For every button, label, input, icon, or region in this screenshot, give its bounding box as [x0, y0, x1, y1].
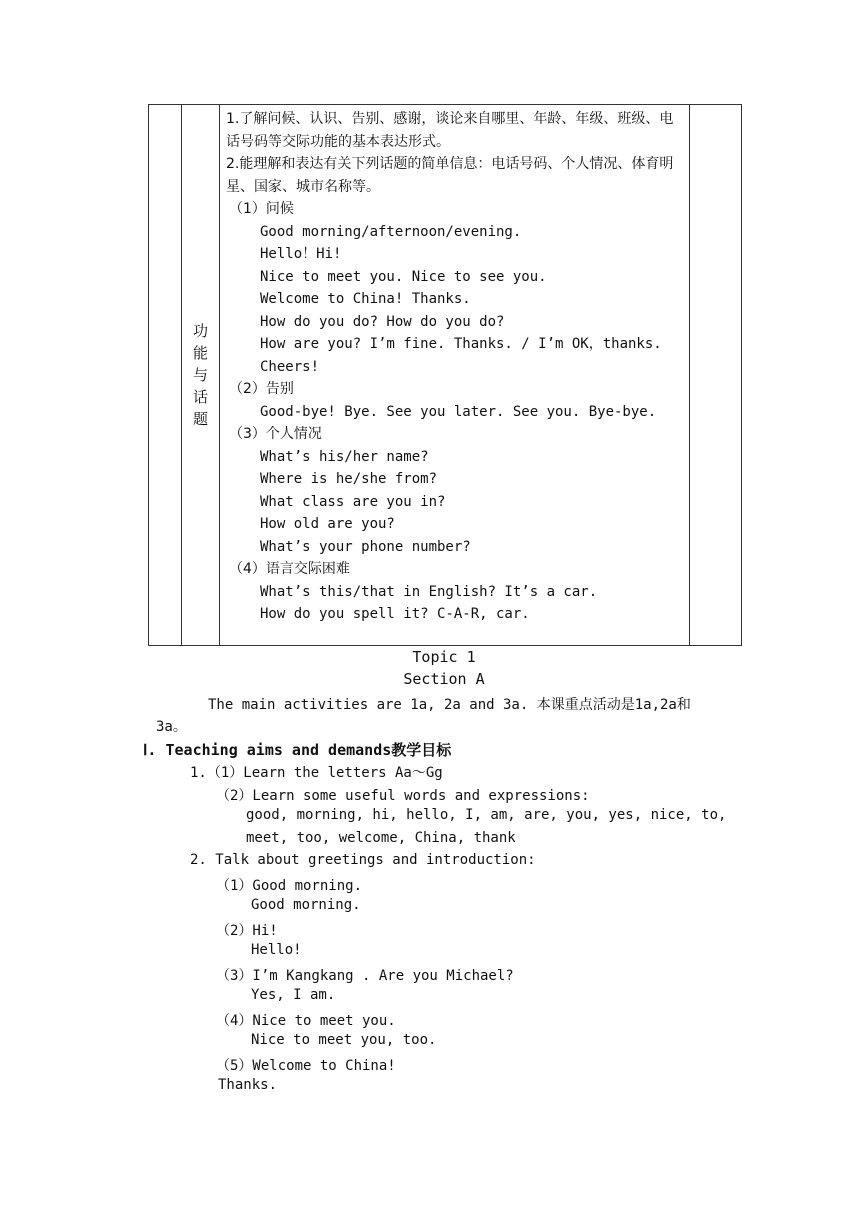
expression-line: What class are you in? — [260, 493, 446, 510]
intro-point-1: 1.了解问候、认识、告别、感谢，谈论来自哪里、年龄、年级、班级、电话号码等交际功能的基本表达形式。 — [226, 111, 674, 150]
table-empty-cell-left — [149, 105, 182, 646]
group-heading-communication: （4）语言交际困难 — [229, 561, 350, 577]
expression-line: Where is he/she from? — [260, 471, 438, 487]
intro-point-2: 2.能理解和表达有关下列话题的简单信息：电话号码、个人情况、体育明星、国家、城市名称等。 — [226, 156, 674, 195]
main-activities-line-2: 3a。 — [156, 719, 187, 735]
syllabus-table — [148, 104, 742, 646]
expression-line: What’s your phone number? — [260, 538, 471, 555]
topic-title: Topic 1 — [412, 648, 476, 666]
dialog-3-a: （3）I’m Kangkang . Are you Michael? — [216, 968, 514, 984]
expression-line: What’s this/that in English? It’s a car. — [260, 583, 598, 600]
dialog-2-a: （2）Hi! — [216, 923, 278, 939]
dialog-5-b: Thanks. — [218, 1077, 278, 1093]
vocab-line-1: good, morning, hi, hello, I, am, are, you, yes, nice, to, — [246, 807, 727, 823]
expression-line: How do you spell it? C-A-R, car. — [260, 606, 530, 622]
expression-line: How do you do? How do you do? — [260, 313, 505, 330]
expression-line: Good-bye! Bye. See you later. See you. Bye-bye. — [260, 403, 657, 420]
table-content-cell — [220, 105, 690, 646]
aim-1-1: 1.（1）Learn the letters Aa～Gg — [190, 765, 443, 781]
expression-line: Nice to meet you. Nice to see you. — [260, 268, 547, 285]
table-empty-cell-right — [690, 105, 742, 646]
expression-line: Hello！Hi! — [260, 246, 342, 262]
dialog-1-b: Good morning. — [251, 897, 361, 913]
group-heading-personal-info: （3）个人情况 — [229, 426, 322, 442]
expression-line: How old are you? — [260, 516, 395, 532]
expression-line: Good morning/afternoon/evening. — [260, 223, 522, 240]
main-activities-line-1: The main activities are 1a, 2a and 3a. 本课重点活动是1a,2a和 — [208, 697, 691, 713]
dialog-4-b: Nice to meet you, too. — [251, 1032, 437, 1048]
expression-line: How are you? I’m fine. Thanks. / I’m OK，thanks. — [260, 336, 662, 352]
vocab-line-2: meet, too, welcome, China, thank — [246, 830, 516, 846]
aim-2: 2. Talk about greetings and introduction: — [190, 852, 536, 868]
group-heading-greetings: （1）问候 — [229, 201, 294, 217]
expression-line: Welcome to China! Thanks. — [260, 291, 471, 307]
dialog-2-b: Hello! — [251, 942, 302, 958]
table-row-label-cell — [182, 105, 220, 646]
dialog-4-a: （4）Nice to meet you. — [216, 1013, 396, 1029]
group-heading-farewells: （2）告别 — [229, 381, 294, 397]
dialog-1-a: （1）Good morning. — [216, 878, 363, 894]
teaching-aims-heading: Ⅰ. Teaching aims and demands教学目标 — [143, 741, 452, 759]
function-topic-label: 功能与话题 — [192, 322, 208, 428]
dialog-5-a: （5）Welcome to China! — [216, 1058, 396, 1074]
section-title: Section A — [403, 670, 485, 688]
aim-1-2: （2）Learn some useful words and expressions: — [216, 788, 590, 804]
expression-line: What’s his/her name? — [260, 448, 429, 465]
dialog-3-b: Yes, I am. — [251, 987, 336, 1003]
expression-line: Cheers! — [260, 358, 320, 375]
